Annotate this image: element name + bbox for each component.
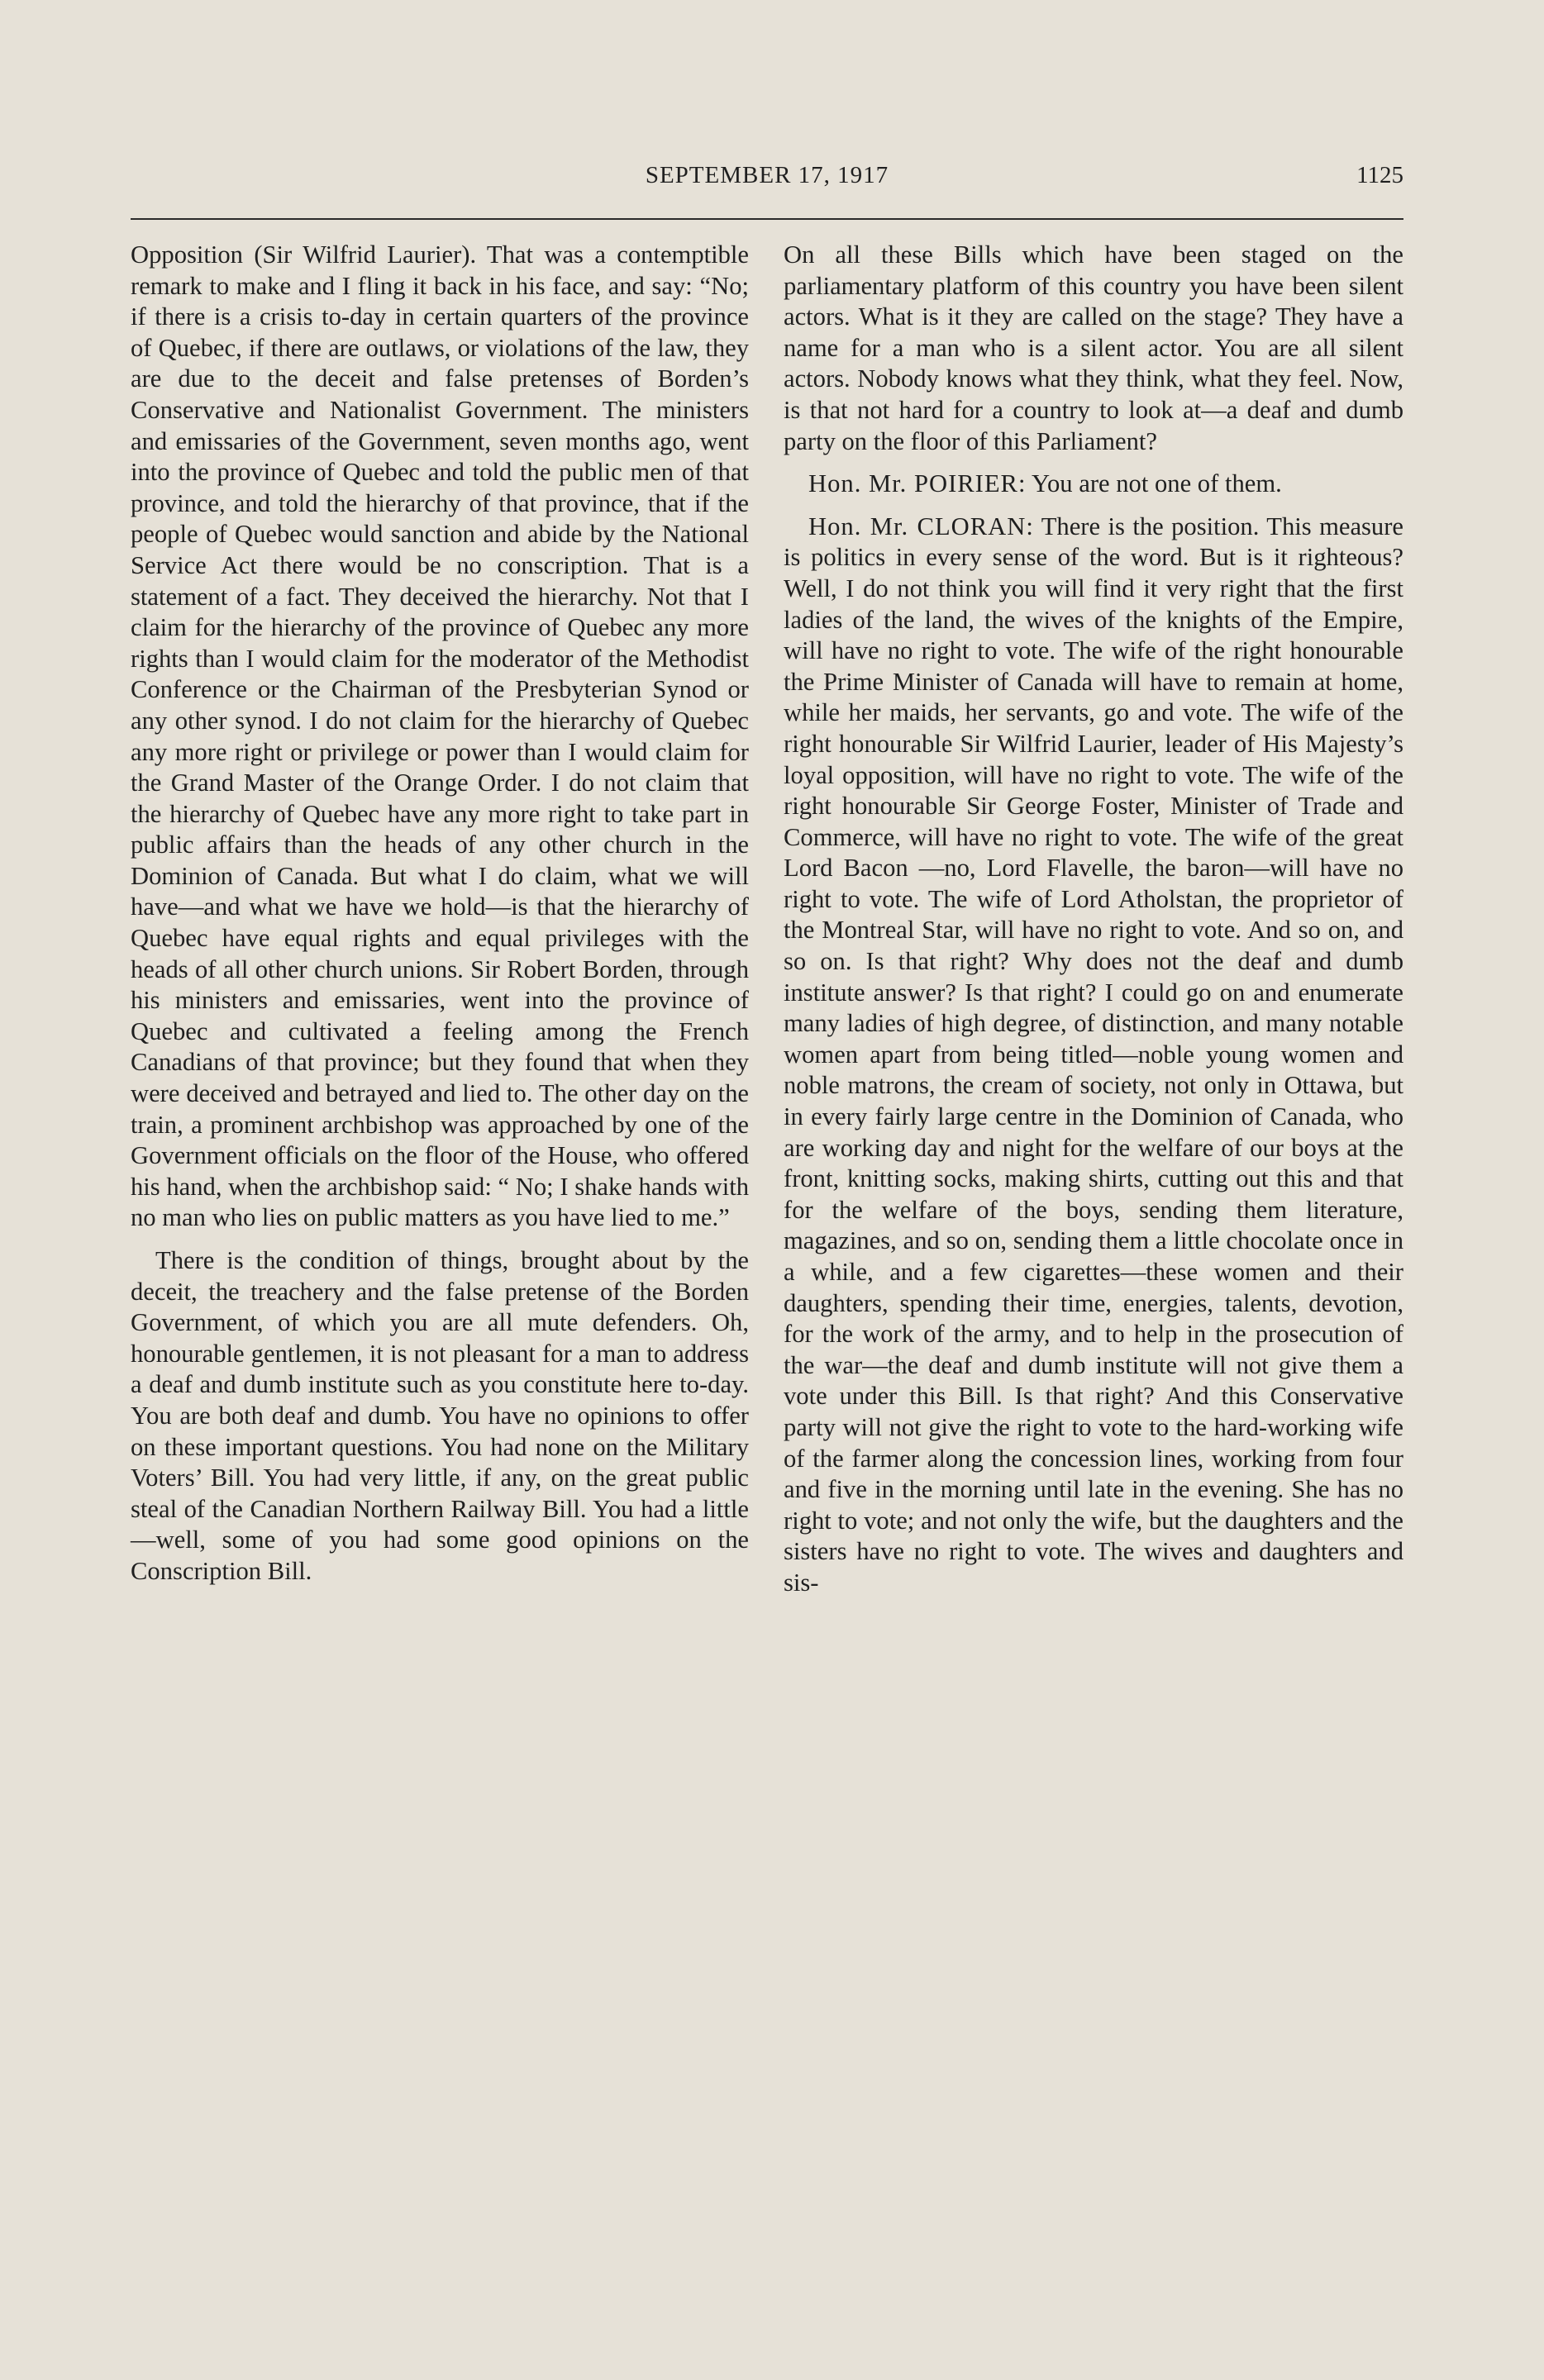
left-paragraph-2: There is the condition of things, brought about by the deceit, the treachery and the false pretense of the Borden Government, of which you are all mute defenders. Oh, honourable gentlemen, it is not pleasant for a man to address a deaf and dumb institute such as you constitute here to-day. You are both deaf and dumb. You have no opinions to offer on these important questions. You had none on the Military Voters’ Bill. You had very little, if any, on the great public steal of the Canadian Northern Railway Bill. You had a little—well, some of you had some good opinions on the Conscription Bill.	[131, 1246, 749, 1585]
page-date: SEPTEMBER 17, 1917	[645, 162, 889, 188]
poirier-remark: You are not one of them.	[1026, 469, 1282, 498]
speaker-poirier: Hon. Mr. POIRIER:	[808, 469, 1027, 498]
right-paragraph-3	[784, 512, 1403, 1599]
page-header	[131, 162, 1403, 195]
right-column	[784, 240, 1403, 1611]
speaker-cloran: Hon. Mr. CLORAN:	[808, 512, 1034, 540]
cloran-speech: There is the position. This measure is politics in every sense of the word. But is it righteous? Well, I do not think you will find it very right that the first ladies of the land, the wives of the knights of the Empire, will have no right to vote. The wife of the right honourable the Prime Minister of Canada will have to remain at home, while her maids, her servants, go and vote. The wife of the right honourable Sir Wilfrid Laurier, leader of His Majesty’s loyal opposition, will have no right to vote. The wife of the right honourable Sir George Foster, Minister of Trade and Commerce, will have no right to vote. The wife of the great Lord Bacon —no, Lord Flavelle, the baron—will have no right to vote. The wife of Lord Atholstan, the proprietor of the Montreal Star, will have no right to vote. And so on, and so on. Is that right? Why does not the deaf and dumb institute answer? Is that right? I could go on and enumerate many ladies of high degree, of distinction, and many notable women apart from being titled—noble young women and noble matrons, the cream of society, not only in Ottawa, but in every fairly large centre in the Dominion of Canada, who are working day and night for the welfare of our boys at the front, knitting socks, making shirts, cutting out this and that for the welfare of the boys, sending them literature, magazines, and so on, sending them a little chocolate once in a while, and a few cigarettes—these women and their daughters, spending their time, energies, talents, devotion, for the work of the army, and to help in the prosecution of the war—the deaf and dumb institute will not give them a vote under this Bill. Is that right? And this Conservative party will not give the right to vote to the hard-working wife of the farmer along the concession lines, working from four and five in the morning until late in the evening. She has no right to vote; and not only the wife, but the daughters and the sisters have no right to vote. The wives and daughters and sis-	[784, 512, 1403, 1597]
header-rule	[131, 218, 1403, 220]
right-paragraph-1: On all these Bills which have been staged on the parliamentary platform of this country you have been silent actors. What is it they are called on the stage? They have a name for a man who is a silent actor. You are all silent actors. Nobody knows what they think, what they feel. Now, is that not hard for a country to look at—a deaf and dumb party on the floor of this Parliament?	[784, 240, 1403, 455]
right-paragraph-2	[784, 469, 1403, 500]
page-number: 1125	[1356, 162, 1403, 188]
left-paragraph-1: Opposition (Sir Wilfrid Laurier). That was a contemptible remark to make and I fling it back in his face, and say: “No; if there is a crisis to-day in certain quarters of the province of Quebec, if there are outlaws, or violations of the law, they are due to the deceit and false pretenses of Borden’s Conservative and Nationalist Government. The ministers and emissaries of the Government, seven months ago, went into the province of Quebec and told the public men of that province, and told the hierarchy of that province, that if the people of Quebec would sanction and abide by the National Service Act there would be no conscription. That is a statement of a fact. They deceived the hierarchy. Not that I claim for the hierarchy of the province of Quebec any more rights than I would claim for the moderator of the Methodist Conference or the Chairman of the Presbyterian Synod or any other synod. I do not claim for the hierarchy of Quebec any more right or privilege or power than I would claim for the Grand Master of the Orange Order. I do not claim that the hierarchy of Quebec have any more right to take part in public affairs than the heads of any other church in the Dominion of Canada. But what I do claim, what we will have—and what we have we hold—is that the hierarchy of Quebec have equal rights and equal privileges with the heads of all other church unions. Sir Robert Borden, through his ministers and emissaries, went into the province of Quebec and cultivated a feeling among the French Canadians of that province; but they found that when they were deceived and betrayed and lied to. The other day on the train, a prominent archbishop was approached by one of the Government officials on the floor of the House, who offered his hand, when the archbishop said: “ No; I shake hands with no man who lies on public matters as you have lied to me.”	[131, 240, 749, 1232]
left-column	[131, 240, 749, 1599]
